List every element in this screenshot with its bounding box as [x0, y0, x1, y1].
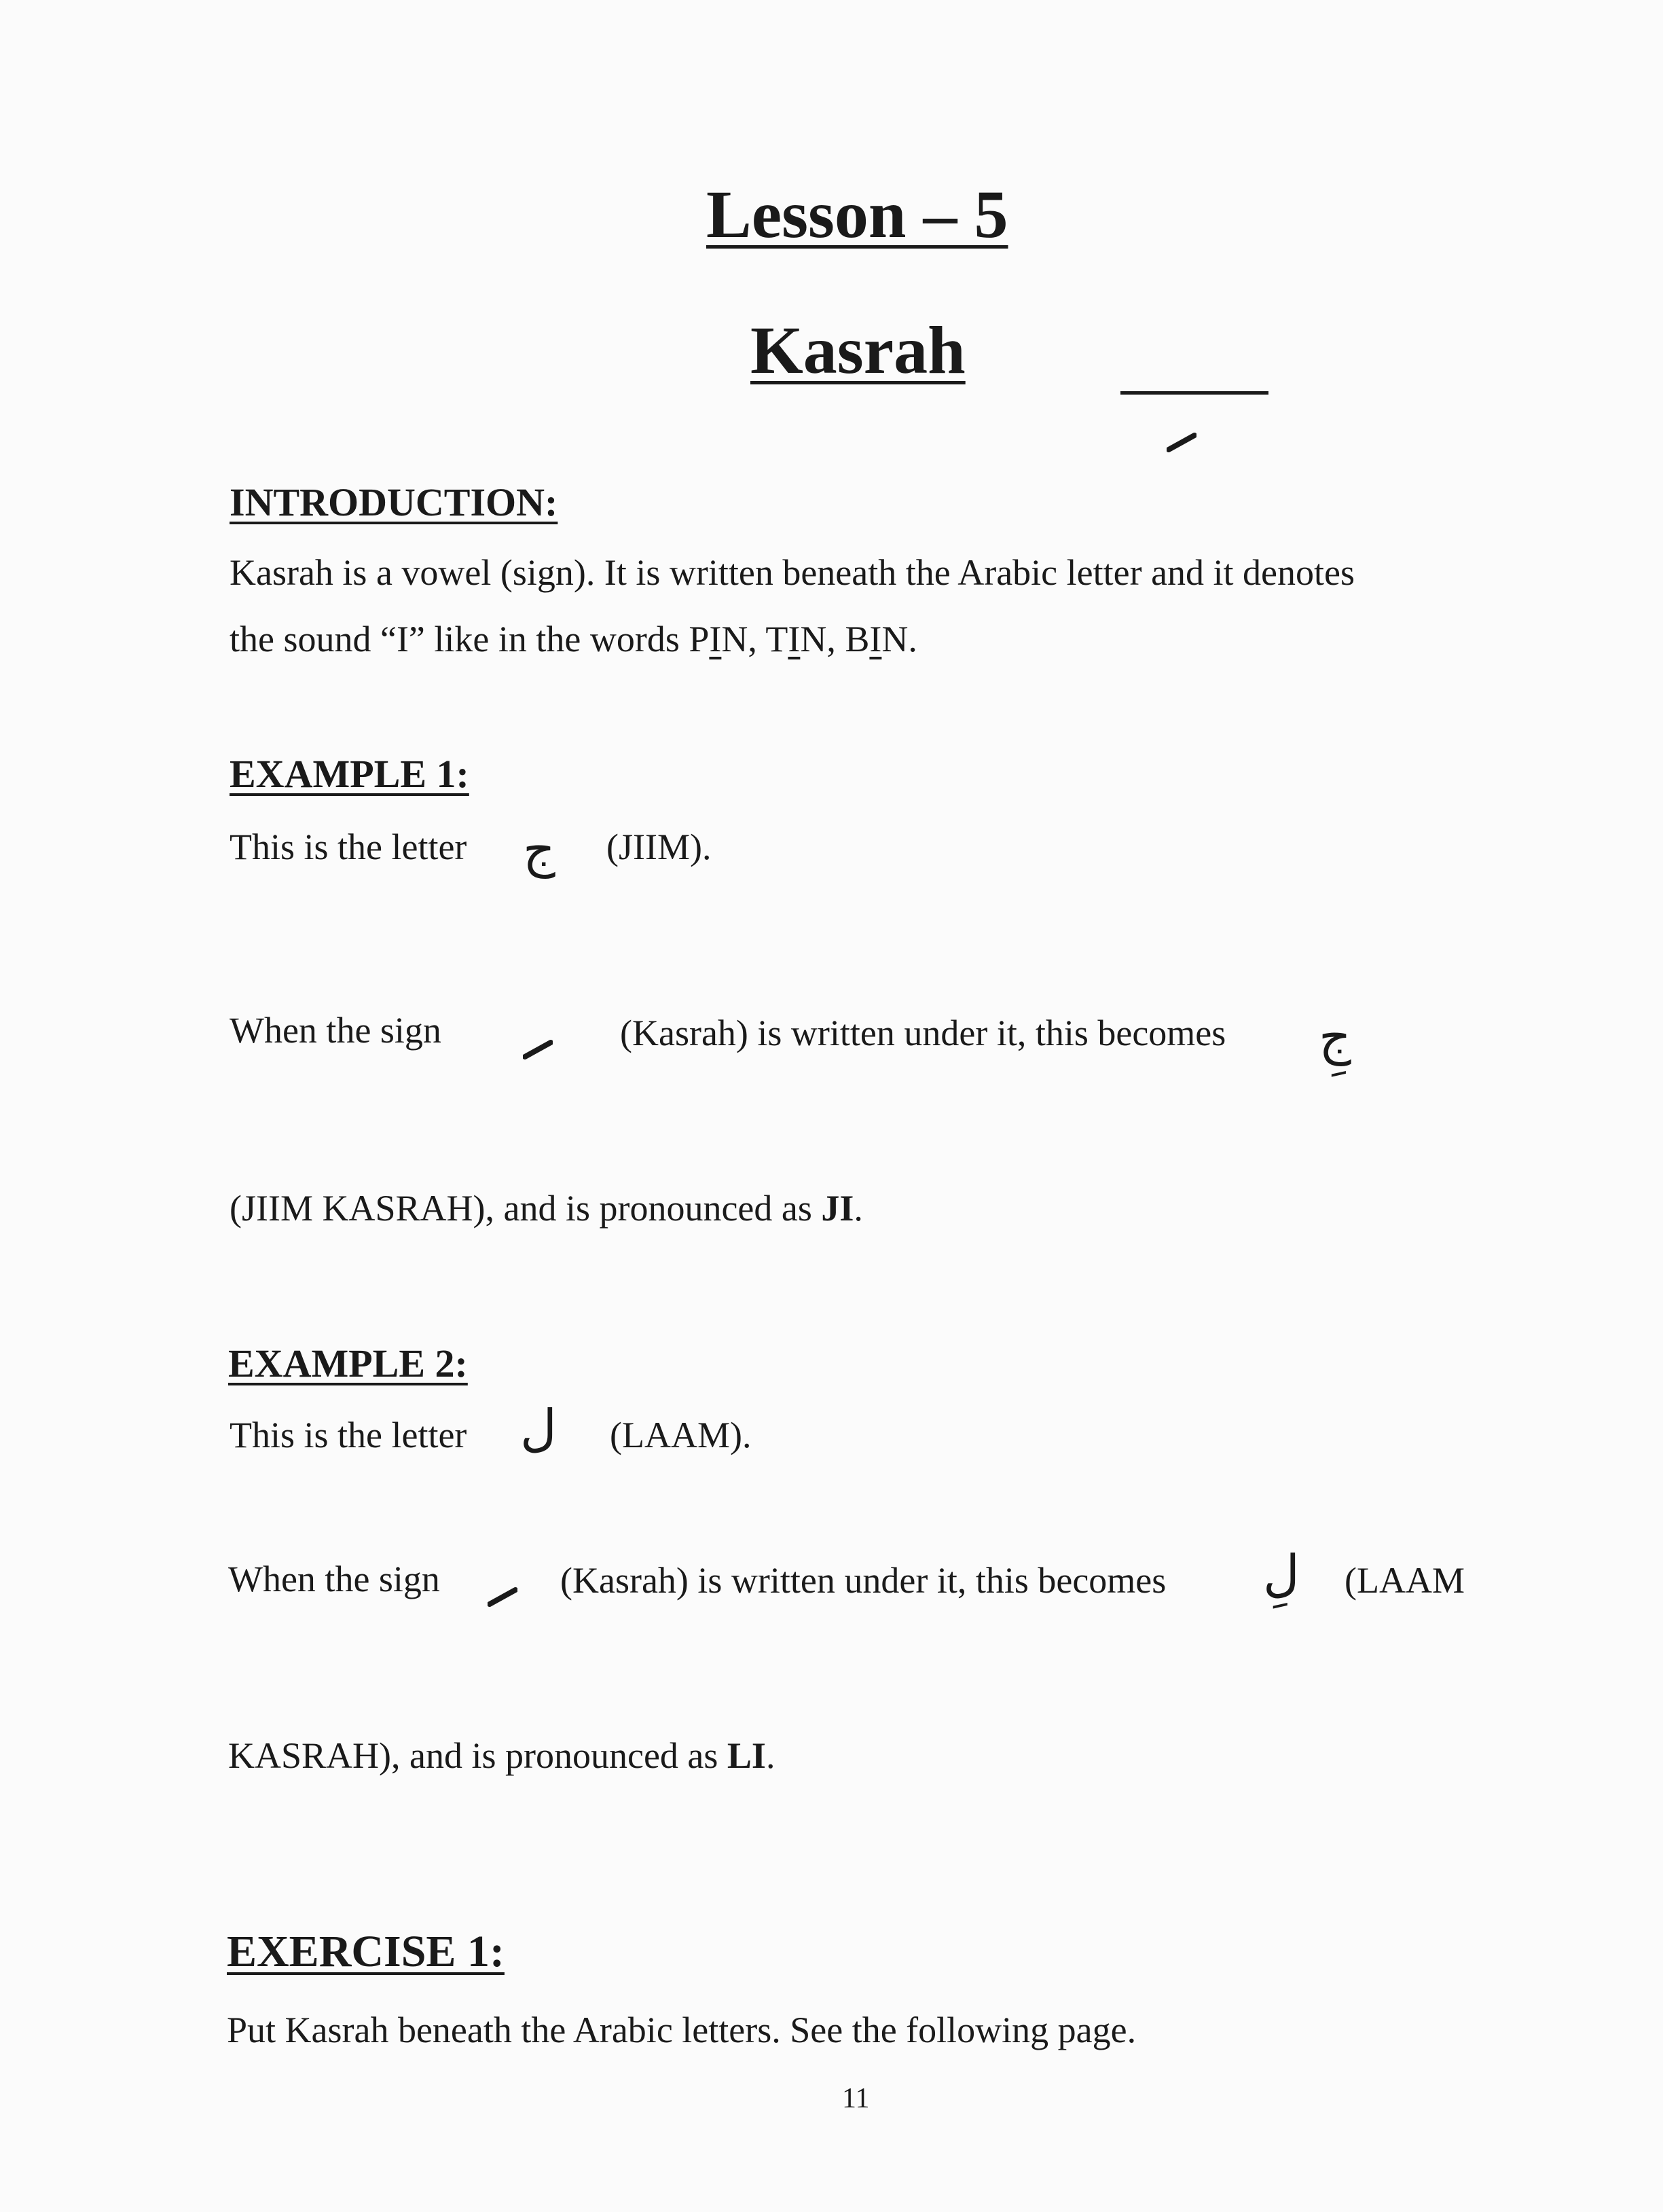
kasrah-sign-icon: [1167, 432, 1196, 452]
kasrah-sign-icon: [523, 1039, 553, 1059]
example-2-line-2-text: When the sign: [228, 1559, 440, 1599]
example-1-line-3-text: (JIIM KASRAH), and is pronounced as: [230, 1188, 822, 1229]
emphasized-letter: I: [709, 619, 722, 659]
example-1-heading: EXAMPLE 1:: [230, 752, 469, 796]
introduction-line-2-text: the sound “I” like in the words P: [230, 619, 710, 659]
example-2-line-3-text: KASRAH), and is pronounced as: [228, 1735, 727, 1776]
introduction-line-1: Kasrah is a vowel (sign). It is written beneath the Arabic letter and it denotes: [230, 552, 1355, 593]
example-2-line-3: [228, 1735, 775, 1777]
jiim-letter: ج: [523, 820, 555, 879]
introduction-heading: INTRODUCTION:: [230, 480, 558, 524]
example-1-line-1-text: This is the letter: [230, 827, 467, 867]
kasrah-sign-icon: [488, 1587, 517, 1607]
jiim-kasrah-letter: جِ: [1319, 1008, 1351, 1066]
example-1-line-2-text: When the sign: [230, 1010, 441, 1051]
word-fragment: N, T: [721, 619, 788, 659]
example-1-line-3: [230, 1187, 863, 1229]
pronunciation-ji: JI: [821, 1188, 854, 1229]
laam-letter: ل: [520, 1399, 557, 1457]
lesson-title: Lesson – 5: [706, 177, 1008, 252]
word-fragment: N.: [881, 619, 917, 659]
lesson-subtitle: Kasrah: [750, 312, 966, 388]
page-number: 11: [842, 2083, 870, 2114]
example-2-line-1-text: This is the letter: [230, 1415, 467, 1455]
introduction-line-2: [230, 618, 917, 660]
example-2-line-2-end: (LAAM: [1345, 1560, 1465, 1601]
emphasized-letter: I: [869, 619, 882, 659]
laam-kasrah-letter: لِ: [1263, 1544, 1300, 1603]
example-2-line-2-mid: (Kasrah) is written under it, this becomes: [560, 1560, 1167, 1601]
example-2-heading: EXAMPLE 2:: [228, 1341, 468, 1385]
word-fragment: N, B: [800, 619, 870, 659]
example-1-line-1-end: (JIIM).: [606, 827, 712, 867]
exercise-1-heading: EXERCISE 1:: [227, 1927, 505, 1976]
exercise-1-text: Put Kasrah beneath the Arabic letters. See the following page.: [227, 2010, 1137, 2050]
pronunciation-li: LI: [727, 1735, 766, 1776]
sentence-end: .: [765, 1735, 775, 1776]
kasrah-sign-rule: [1120, 391, 1268, 395]
sentence-end: .: [854, 1188, 863, 1229]
emphasized-letter: I: [788, 619, 801, 659]
example-1-line-2-mid: (Kasrah) is written under it, this becomes: [620, 1013, 1226, 1053]
example-2-line-1-end: (LAAM).: [610, 1415, 752, 1455]
